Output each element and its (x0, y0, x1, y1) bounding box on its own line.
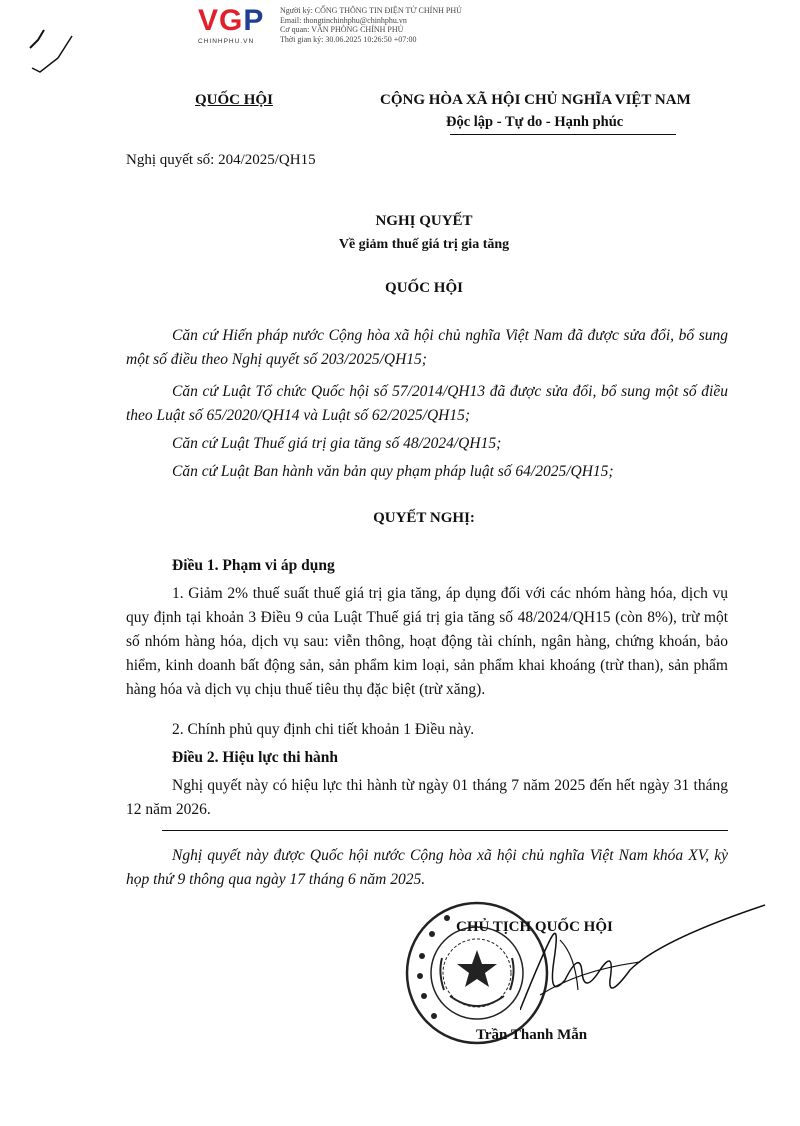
signature-time: Thời gian ký: 30.06.2025 10:26:50 +07:00 (280, 34, 417, 44)
signature-agency: Cơ quan: VĂN PHÒNG CHÍNH PHỦ (280, 25, 404, 34)
article-paragraph: 2. Chính phủ quy định chi tiết khoản 1 Điều này. (172, 721, 475, 738)
signature-signer: Người ký: CỔNG THÔNG TIN ĐIỆN TỬ CHÍNH PHỦ (280, 6, 462, 15)
national-motto: Độc lập - Tự do - Hạnh phúc (446, 114, 624, 130)
motto-underline (450, 134, 676, 135)
decision-heading: QUYẾT NGHỊ: (373, 510, 475, 526)
legal-basis: Căn cứ Luật Thuế giá trị gia tăng số 48/2024/QH15; (172, 435, 502, 452)
vgp-logo: VGP (198, 4, 265, 37)
issuing-body-heading: QUỐC HỘI (385, 280, 463, 296)
article-paragraph: Nghị quyết này có hiệu lực thi hành từ ngày 01 tháng 7 năm 2025 đến hết ngày 31 tháng 12 năm 2026. (126, 777, 728, 818)
document-type: NGHỊ QUYẾT (375, 213, 473, 229)
signatory-name: Trần Thanh Mẫn (476, 1027, 588, 1043)
legal-basis: Căn cứ Hiến pháp nước Cộng hòa xã hội chủ nghĩa Việt Nam đã được sửa đổi, bổ sung một số điều theo Nghị quyết số 203/2025/QH15; (126, 327, 728, 368)
vgp-logo-subtext: CHINHPHU.VN (198, 38, 255, 45)
corner-ink-mark-icon (28, 28, 88, 78)
digital-signature-info (280, 6, 462, 44)
signature-email: Email: thongtinchinhphu@chinhphu.vn (280, 15, 407, 25)
legal-basis: Căn cứ Luật Tổ chức Quốc hội số 57/2014/QH13 đã được sửa đổi, bổ sung một số điều theo Luật số 65/2020/QH14 và Luật số 62/2025/QH15; (126, 383, 728, 424)
article-heading: Điều 2. Hiệu lực thi hành (172, 749, 339, 766)
legal-basis: Căn cứ Luật Ban hành văn bản quy phạm pháp luật số 64/2025/QH15; (172, 463, 614, 480)
closing-statement: Nghị quyết này được Quốc hội nước Cộng hòa xã hội chủ nghĩa Việt Nam khóa XV, kỳ họp thứ 9 thông qua ngày 17 tháng 6 năm 2025. (126, 847, 728, 888)
issuer-name: QUỐC HỘI (195, 92, 273, 108)
separator-line (162, 830, 728, 831)
document-number: Nghị quyết số: 204/2025/QH15 (126, 152, 316, 168)
signatory-title: CHỦ TỊCH QUỐC HỘI (456, 919, 613, 935)
national-title: CỘNG HÒA XÃ HỘI CHỦ NGHĨA VIỆT NAM (380, 92, 691, 108)
article-paragraph: 1. Giảm 2% thuế suất thuế giá trị gia tăng, áp dụng đối với các nhóm hàng hóa, dịch vụ quy định tại khoản 3 Điều 9 của Luật Thuế giá trị gia tăng số 48/2024/QH15 (còn 8%), trừ một số nhóm hàng hóa, dịch vụ sau: viễn thông, hoạt động tài chính, ngân hàng, chứng khoán, bảo hiểm, kinh doanh bất động sản, sản phẩm kim loại, sản phẩm khai khoáng (trừ than), sản phẩm hàng hóa và dịch vụ chịu thuế tiêu thụ đặc biệt (trừ xăng). (126, 585, 728, 698)
document-subject: Về giảm thuế giá trị gia tăng (338, 237, 510, 252)
article-heading: Điều 1. Phạm vi áp dụng (172, 557, 335, 574)
